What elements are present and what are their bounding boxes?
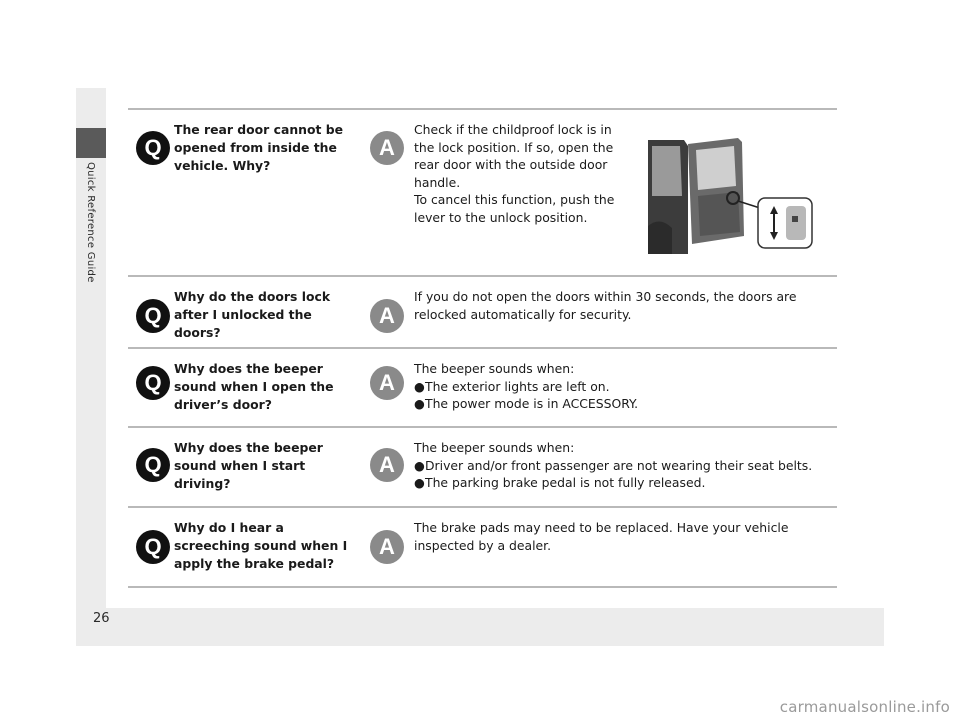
svg-text:A: A: [379, 370, 395, 395]
question-text: Why do I hear a screeching sound when I apply the brake pedal?: [174, 520, 348, 571]
svg-text:A: A: [379, 135, 395, 160]
bullet-item: ●The parking brake pedal is not fully released.: [414, 475, 706, 490]
page-number: 26: [93, 611, 110, 626]
question-icon: [136, 366, 170, 400]
svg-text:Q: Q: [144, 303, 162, 328]
answer-text: The beeper sounds when: ●The exterior lights are left on. ●The power mode is in ACCESSORY.: [414, 361, 639, 411]
svg-text:Q: Q: [144, 534, 162, 559]
question-icon: [136, 131, 170, 165]
bullet-icon: ●: [414, 396, 425, 411]
bullet-icon: ●: [414, 457, 425, 473]
question-text: Why does the beeper sound when I open the driver’s door?: [174, 361, 334, 412]
svg-text:Q: Q: [144, 135, 162, 160]
answer-text: If you do not open the doors within 30 seconds, the doors are relocked automatically for security.: [414, 289, 797, 322]
svg-text:A: A: [379, 303, 395, 328]
answer-icon: [370, 131, 404, 165]
bullet-item: ●The power mode is in ACCESSORY.: [414, 396, 639, 411]
question-text: Why does the beeper sound when I start driving?: [174, 440, 323, 491]
svg-text:Q: Q: [144, 452, 162, 477]
question-icon: [136, 530, 170, 564]
divider-1: [128, 275, 837, 277]
answer-icon: [370, 366, 404, 400]
section-tab: [76, 128, 106, 158]
answer-icon: [370, 530, 404, 564]
svg-text:A: A: [379, 452, 395, 477]
question-icon: [136, 299, 170, 333]
section-label: Quick Reference Guide: [85, 162, 96, 283]
divider-bottom: [128, 586, 837, 588]
answer-icon: [370, 299, 404, 333]
bullet-item: ●The exterior lights are left on.: [414, 378, 610, 394]
watermark[interactable]: carmanualsonline.info: [779, 698, 950, 716]
childproof-lock-illustration: [646, 136, 814, 256]
svg-text:A: A: [379, 534, 395, 559]
divider-3: [128, 426, 837, 428]
answer-text: The brake pads may need to be replaced. Have your vehicle inspected by a dealer.: [414, 520, 789, 553]
bullet-item: ●Driver and/or front passenger are not wearing their seat belts.: [414, 457, 813, 473]
question-text: Why do the doors lock after I unlocked the doors?: [174, 289, 331, 340]
answer-text: The beeper sounds when: ●Driver and/or front passenger are not wearing their seat belts. ●The parking brake pedal is not fully released.: [414, 440, 813, 490]
svg-text:Q: Q: [144, 370, 162, 395]
divider-4: [128, 506, 837, 508]
divider-2: [128, 347, 837, 349]
divider-top: [128, 108, 837, 110]
question-icon: [136, 448, 170, 482]
answer-text: Check if the childproof lock is in the lock position. If so, open the rear door with the outside door handle. To cancel this function, push the lever to the unlock position.: [414, 122, 615, 225]
answer-icon: [370, 448, 404, 482]
bullet-icon: ●: [414, 378, 425, 394]
question-text: The rear door cannot be opened from inside the vehicle. Why?: [174, 122, 343, 173]
bullet-icon: ●: [414, 475, 425, 490]
